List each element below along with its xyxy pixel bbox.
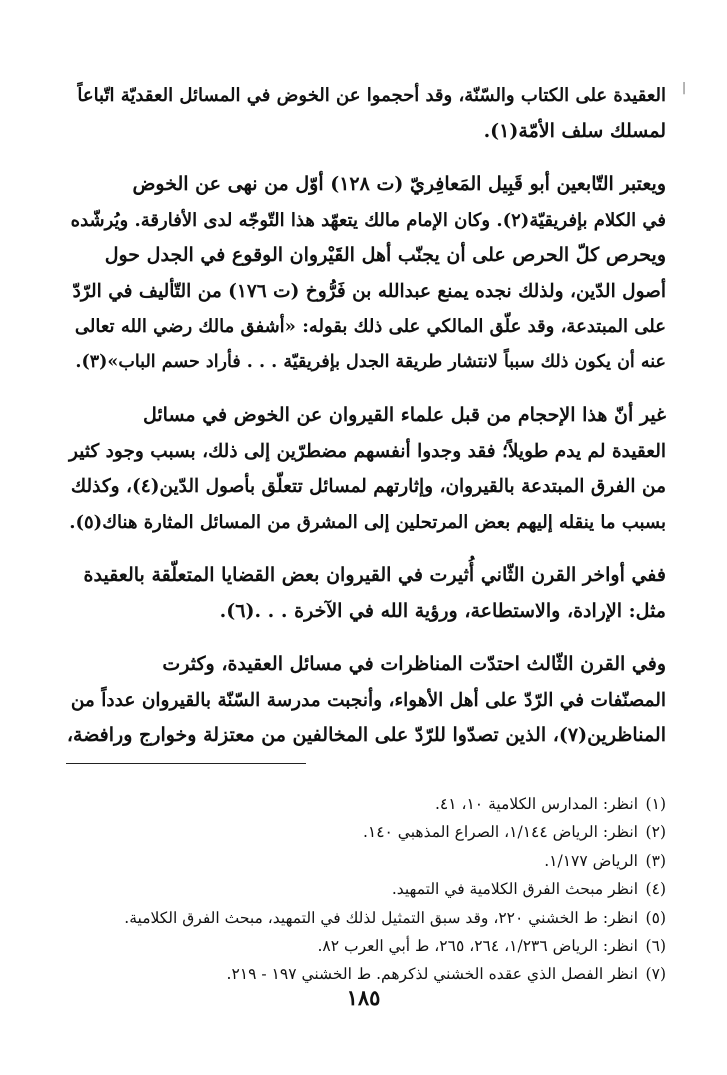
footnote <box>62 904 666 932</box>
paragraph-3 <box>62 398 666 540</box>
paragraph-2 <box>62 167 666 380</box>
footnote <box>62 847 666 875</box>
footnote-number: (٧) <box>645 965 666 984</box>
page-number: ١٨٥ <box>346 985 381 1010</box>
footnote-text: انظر: الرياض ١/١٤٤، الصراع المذهبي ١٤٠. <box>362 823 638 842</box>
text-line: المصنّفات في الرّدّ على أهل الأهواء، وأنجبت مدرسة السّنّة بالقيروان عدداً من <box>70 689 666 711</box>
footnote-text: انظر: المدارس الكلامية ١٠، ٤١. <box>434 795 638 813</box>
paragraph-1 <box>62 78 666 149</box>
text-line: وفي القرن الثّالث احتدّت المناظرات في مسائل العقيدة، وكثرت <box>162 653 666 675</box>
footnote <box>62 875 666 903</box>
text-line: غير أنّ هذا الإحجام من قبل علماء القيروان عن الخوض في مسائل <box>142 404 666 426</box>
margin-mark: | <box>682 80 687 94</box>
footnote-text: انظر مبحث الفرق الكلامية في التمهيد. <box>391 880 638 899</box>
text-line: ويعتبر التّابعين أبو قَبِيل المَعافِريّ (ت ١٢٨) أوّل من نهى عن الخوض <box>132 173 666 195</box>
footnote-number: (١) <box>645 795 666 813</box>
footnote <box>62 818 666 846</box>
text-line: بسبب ما ينقله إليهم بعض المرتحلين إلى المشرق من المسائل المثارة هناك(٥). <box>69 511 666 533</box>
footnote <box>62 790 666 818</box>
text-line: ويحرص كلّ الحرص على أن يجنّب أهل القَيْروان الوقوع في الجدل حول <box>104 244 666 266</box>
footnote-text: انظر: ط الخشني ٢٢٠، وقد سبق التمثيل لذلك في التمهيد، مبحث الفرق الكلامية. <box>124 908 638 927</box>
paragraph-5 <box>62 647 666 754</box>
paragraph-4 <box>62 558 666 629</box>
text-line: من الفرق المبتدعة بالقيروان، وإثارتهم لمسائل تتعلّق بأصول الدّين(٤)، وكذلك <box>70 476 666 497</box>
footnote <box>62 932 666 960</box>
footnote-text: الرياض ١/١٧٧. <box>544 851 638 870</box>
footnote-text: انظر الفصل الذي عقده الخشني لذكرهم. ط الخشني ١٩٧ - ٢١٩. <box>226 965 638 984</box>
text-line: ففي أواخر القرن الثّاني أُثيرت في القيروان بعض القضايا المتعلّقة بالعقيدة <box>83 564 666 586</box>
footnote-number: (٤) <box>645 880 666 899</box>
footnotes <box>62 790 666 989</box>
footnote-number: (٢) <box>645 823 666 842</box>
text-line: المناظرين(٧)، الذين تصدّوا للرّدّ على المخالفين من معتزلة وخوارج ورافضة، <box>66 724 666 746</box>
text-line: العقيدة لم يدم طويلاً؛ فقد وجدوا أنفسهم مضطرّين إلى ذلك، بسبب وجود كثير <box>69 440 666 462</box>
text-line: العقيدة على الكتاب والسّنّة، وقد أحجموا عن الخوض في المسائل العقديّة اتّباعاً <box>77 85 666 106</box>
main-text <box>62 78 666 772</box>
text-line: مثل: الإرادة، والاستطاعة، ورؤية الله في الآخرة . . .(٦). <box>219 599 666 622</box>
footnote-divider <box>66 763 306 764</box>
footnote-number: (٣) <box>645 851 666 870</box>
footnote-number: (٥) <box>645 908 666 927</box>
text-line: أصول الدّين، ولذلك نجده يمنع عبدالله بن فَرُّوخ (ت ١٧٦) من التّأليف في الرّدّ <box>72 280 666 302</box>
text-line: لمسلك سلف الأمّة(١). <box>483 119 666 142</box>
footnote-text: انظر: الرياض ١/٢٣٦، ٢٦٤، ٢٦٥، ط أبي العرب ٨٢. <box>317 937 638 956</box>
text-line: في الكلام بإفريقيّة(٢). وكان الإمام مالك يتعهّد هذا التّوجّه لدى الأفارقة. ويُرشّده <box>70 209 666 231</box>
text-line: على المبتدعة، وقد علّق المالكي على ذلك بقوله: «أشفق مالك رضي الله تعالى <box>74 316 666 337</box>
text-line: عنه أن يكون ذلك سبباً لانتشار طريقة الجدل بإفريقيّة . . . فأراد حسم الباب»(٣). <box>75 351 666 372</box>
footnote-number: (٦) <box>645 937 666 956</box>
